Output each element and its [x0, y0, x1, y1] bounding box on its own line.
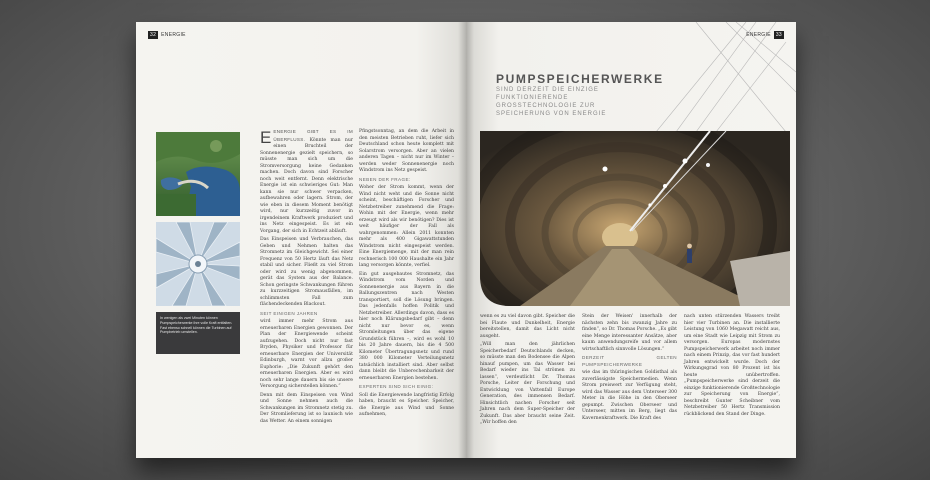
page-number: 32	[150, 32, 157, 38]
photo-caption: In wenigen als zwei Minuten können Pumpspeicherwerke ihre volle Kraft entfalten. Fast ebenso schnell können die Turbinen auf Pumpbetrieb umstellen.	[156, 312, 240, 354]
open-magazine	[136, 22, 796, 458]
article-subtitle: SIND DERZEIT DIE EINZIGE FUNKTIONIERENDE GROSSTECHNOLOGIE ZUR SPEICHERUNG VON ENERGIE	[496, 87, 607, 117]
page-number: 33	[775, 32, 782, 38]
right-text-column-1	[480, 314, 575, 429]
paragraph: Das Einspeisen und Verbrauchen, das Geben und Nehmen halten das Stromnetz im Gleichgewicht. Sei einer Frequenz von 50 Hertz läuft das Netz stabil und sicher. Fließt zu viel Strom oder wird zu wenig abgenommen, gerät das System aus der Balance. Schon geringste Schwankungen führen zu kurzzeitigen Stromausfällen, im schlimmsten Fall zum flächendeckenden Blackout.	[260, 237, 353, 307]
person	[687, 244, 692, 263]
spine-shadow	[458, 22, 474, 458]
right-running-head	[746, 31, 784, 39]
paragraph: Stein der Weisen' innerhalb der nächsten zehn bis zwanzig Jahre zu finden“, so Dr. Thomas Porsche. „Es gibt eine Menge interessanter Ansätze, aber kaum anwendungsreife und vor allem wirtschaftlich sinnvolle Lösungen.“	[582, 314, 677, 352]
section-label: ENERGIE	[161, 32, 186, 38]
paragraph: Soll die Energiewende langfristig Erfolg haben, braucht es Speicher. Speicher, die Energie aus Wind und Sonne aufnehmen,	[359, 392, 454, 417]
section-label: ENERGIE	[746, 32, 771, 38]
paragraph: Ein gut ausgebautes Stromnetz, das Windstrom vom Norden und Sonnenenergie aus Bayern in die Ballungszentren nach Westen transportiert, soll die Lösung bringen. Das jedenfalls hoffen Politik und Netzbetreiber. Allerdings davon, dass es hier noch Klärungsbedarf gibt – denn nicht nur bevor es, wenn Stromleitungen über das eigene Grundstück führen –, wird es wohl 10 bis 20 Jahre dauern, bis die 4 500 Kilometer Übertragungsnetz und rund 380 000 Kilometer Verteilungsnetz tatsächlich installiert sind. Aber selbst dann bleibt die Unberechenbarkeit der erneuerbaren Energien bestehen.	[359, 271, 454, 381]
article-title: PUMPSPEICHERWERKE	[496, 72, 664, 86]
turbine-photo	[156, 222, 240, 306]
left-page	[136, 22, 466, 458]
right-text-column-3	[684, 314, 780, 420]
tunnel-photo	[480, 131, 790, 306]
subheading: DERZEIT GELTEN PUMPSPEICHERWERKE	[582, 355, 677, 367]
right-page	[466, 22, 796, 458]
subheading: SEIT EINIGEN JAHREN	[260, 310, 318, 316]
subheading: EXPERTEN SIND SICH EINIG:	[359, 384, 434, 389]
left-text-column-2	[359, 129, 454, 421]
paragraph: Denn mit dem Einspeisen von Wind und Sonne nehmen auch die Schwankungen im Stromnetz stetig zu. Der Stromlieferung ist so launisch wie das Wetter. An einem sonnigen	[260, 392, 353, 424]
left-running-head	[148, 31, 186, 39]
paragraph: wird immer mehr Strom aus erneuerbaren Energien gewonnen. Der Plan der Energiewende scheint aufzugehen. Doch nicht nur fast Bryden, Physiker und Professor für erneuerbare Energien der Universität Edinburgh, warnt vor allzu großer Euphorie: „Die Zukunft gehört den erneuerbaren Energien. Aber es wird noch sehr lange dauern bis sie unsere Versorgung sicherstellen können.“	[260, 319, 353, 389]
drop-cap: E	[260, 128, 272, 147]
right-text-column-2	[582, 314, 677, 424]
paragraph: Könnte man nur einen Bruchteil der Sonnenenergie gezielt speichern, so müsste man sich um die Stromversorgung keine Gedanken machen. Doch davon sind Forscher noch weit entfernt. Denn elektrische Energie ist ein schwieriges Gut: Man kann sie nur schwer verpacken, aufbewahren oder lagern. Strom, der wie eben in diesem Moment benötigt wird, nur kurzzeitig zuvor in irgendeinem Kraftwerk produziert und ins Netz eingespeist. Es ist ein Vorgang, der sich in Echtzeit abläuft.	[260, 137, 353, 234]
paragraph: Woher der Strom kommt, wenn der Wind nicht weht und die Sonne nicht scheint, beschäftigen Forscher und Netzbetreiber zunehmend die Frage: Wohin mit der Energie, wenn mehr erzeugt wird als wir benötigen? Dies ist weit häufiger der Fall als wahrgenommen: Allein 2011 konnten mehr als 400 Gigawattstunden Windstrom nicht eingespeist werden. Eine Energiemenge, mit der man rein rechnerisch 100 000 Haushalte ein Jahr lang versorgen könnte, verfiel.	[359, 185, 454, 268]
paragraph: wenn es zu viel davon gibt. Speicher die bei Flaute und Dunkelheit, Energie bereitstellen, damit das Licht nicht ausgeht.	[480, 314, 575, 339]
aerial-reservoir-photo	[156, 132, 240, 216]
paragraph: nach unten stürzenden Wassers treibt hier vier Turbinen an. Die installierte Leistung von 1060 Megawatt reicht aus, um eine Stadt wie Leipzig mit Strom zu versorgen. Europas modernstes Pumpspeicherwerk arbeitet noch immer nach einem Prinzip, das vor fast hundert Jahren entwickelt wurde. Doch der Wirkungsgrad von 80 Prozent ist bis heute unübertroffen. „Pumpspeicherwerke sind derzeit die einzige funktionierende Großtechnologie zur Speicherung von Energie“, beschreibt Gunter Scheibner vom Netzbetreiber 50 Hertz Transmission rückblickend den Stand der Dinge.	[684, 314, 780, 417]
left-text-column-1	[260, 129, 353, 427]
paragraph: wie das im thüringischen Goldisthal als zuverlässigste Speichermedien. Wenn Strom preiswert zur Verfügung steht, wird das Wasser aus dem Unterseer 300 Meter in die Höhe in den Oberseer gepumpt. Zwischen Oberseer und Unterseer, mitten im Berg, liegt das Kavernenkraftwerk. Die Kraft des	[582, 370, 677, 421]
subheading: NEBEN DER FRAGE:	[359, 176, 411, 182]
lead-in: ENERGIE GIBT ES IM ÜBERFLUSS.	[273, 129, 353, 142]
paragraph: „Will man den jährlichen Speicherbedarf Deutschlands decken, so müsste man den Bodensee die Alpen hinauf pumpen, um das Wasser bei Bedarf wieder ins Tal strömen zu lassen“, verdeutlicht Dr. Thomas Porsche, Leiter der Forschung und Entwicklung von Vattenfall Europe Generation, des immensen Bedarf. Hinsichtlich nachen Forscher seit Jahren nach dem Super-Speicher der Zukunft. Das aber braucht seine Zeit. „Wir hoffen den	[480, 342, 575, 425]
paragraph: Pfingstsonntag, an dem die Arbeit in den meisten Betrieben ruht, liefer sich Deutschland schon heute komplett mit Solarstrom versorgen. Aber an vielen anderen Tagen – nicht nur im Winter – werden weder Sonnenenergie noch Windstrom ins Netz gespeist.	[359, 129, 454, 173]
